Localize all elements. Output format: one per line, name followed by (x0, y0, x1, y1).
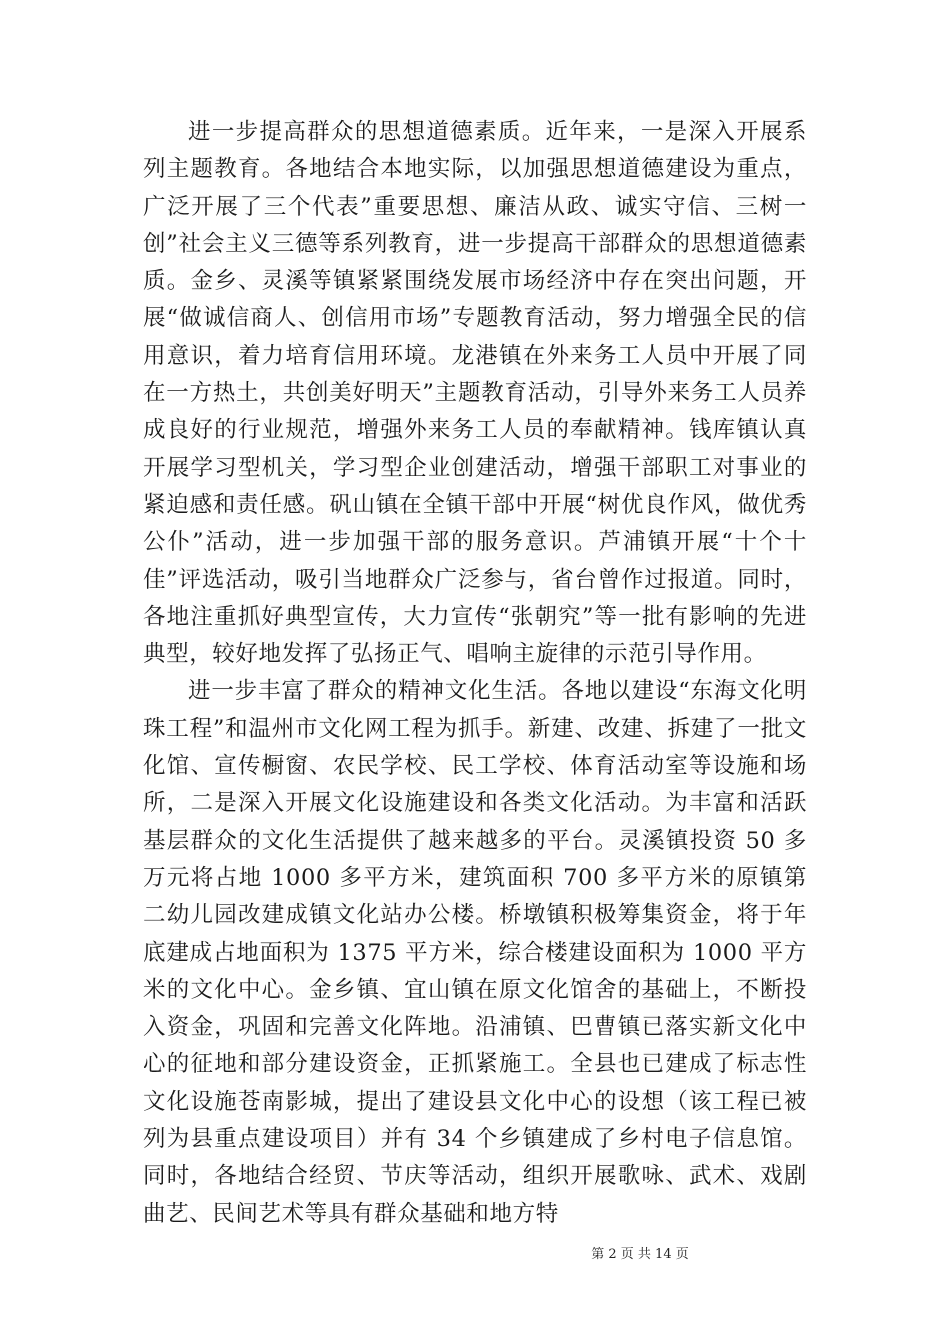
paragraph-moral-education: 进一步提高群众的思想道德素质。近年来，一是深入开展系列主题教育。各地结合本地实际，以加强思想道德建设为重点，广泛开展了三个代表”重要思想、廉洁从政、诚实守信、三树一创”社会主义三德等系列教育，进一步提高干部群众的思想道德素质。金乡、灵溪等镇紧紧围绕发展市场经济中存在突出问题，开展“做诚信商人、创信用市场”专题教育活动，努力增强全民的信用意识，着力培育信用环境。龙港镇在外来务工人员中开展了同在一方热土，共创美好明天”主题教育活动，引导外来务工人员养成良好的行业规范，增强外来务工人员的奉献精神。钱库镇认真开展学习型机关，学习型企业创建活动，增强干部职工对事业的紧迫感和责任感。矾山镇在全镇干部中开展“树优良作风，做优秀公仆”活动，进一步加强干部的服务意识。芦浦镇开展“十个十佳”评选活动，吸引当地群众广泛参与，省台曾作过报道。同时，各地注重抓好典型宣传，大力宣传“张朝究”等一批有影响的先进典型，较好地发挥了弘扬正气、唱响主旋律的示范引导作用。 (143, 119, 807, 668)
page-number-footer: 第 2 页 共 14 页 (591, 1247, 689, 1262)
document-body (143, 114, 807, 1233)
paragraph-cultural-life: 进一步丰富了群众的精神文化生活。各地以建设“东海文化明珠工程”和温州市文化网工程为抓手。新建、改建、拆建了一批文化馆、宣传橱窗、农民学校、民工学校、体育活动室等设施和场所，二是深入开展文化设施建设和各类文化活动。为丰富和活跃基层群众的文化生活提供了越来越多的平台。灵溪镇投资 50 多万元将占地 1000 多平方米，建筑面积 700 多平方米的原镇第二幼儿园改建成镇文化站办公楼。桥墩镇积极筹集资金，将于年底建成占地面积为 1375 平方米，综合楼建设面积为 1000 平方米的文化中心。金乡镇、宜山镇在原文化馆舍的基础上，不断投入资金，巩固和完善文化阵地。沿浦镇、巴曹镇已落实新文化中心的征地和部分建设资金，正抓紧施工。全县也已建成了标志性文化设施苍南影城，提出了建设县文化中心的设想（该工程已被列为县重点建设项目）并有 34 个乡镇建成了乡村电子信息馆。同时，各地结合经贸、节庆等活动，组织开展歌咏、武术、戏剧曲艺、民间艺术等具有群众基础和地方特 (143, 678, 807, 1227)
